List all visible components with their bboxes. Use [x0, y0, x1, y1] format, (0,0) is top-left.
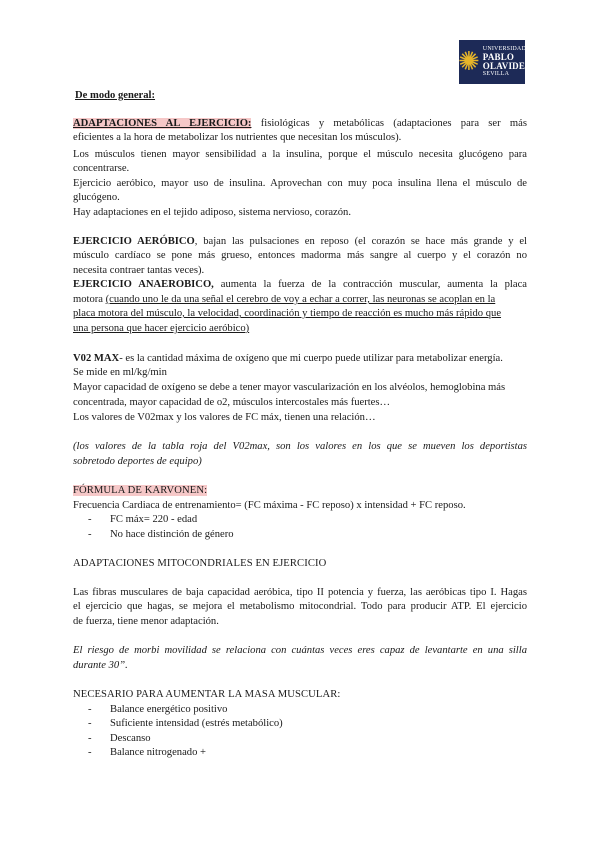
vo2-line-1 [73, 352, 503, 366]
logo-small-text: UNIVERSIDAD [482, 46, 526, 53]
adaptaciones-line-5: Ejercicio aeróbico, mayor uso de insulina. Aprovechan con muy poca insulina llena el músculo de [73, 178, 527, 189]
bullet-dash: - [88, 747, 92, 758]
mito-line-3: de fuerza, tiene menor adaptación. [73, 616, 219, 627]
adaptaciones-line-4: concentrarse. [73, 163, 130, 174]
mito-line-2: el ejercicio que hagas, se mejora el metabolismo mitocondrial. Todo para producir ATP. El ejercicio [73, 601, 527, 612]
logo-name1: PABLO [482, 51, 515, 62]
note1-line-1: (los valores de la tabla roja del V02max, son los valores en los que se mueven los deportistas [73, 441, 527, 452]
anaerobico-text-plain: motora [73, 294, 106, 305]
logo-sub-text: SEVILLA [482, 71, 510, 78]
aerobico-text: , bajan las pulsaciones en reposo (el corazón se hace más grande y el [194, 236, 527, 247]
anaerobico-line-4: una persona que hacer ejercicio aeróbico) [73, 323, 250, 334]
masa-bullet-text: Suficiente intensidad (estrés metabólico) [110, 718, 283, 729]
karvonen-bullet [88, 528, 234, 542]
vo2-term: V02 MAX [73, 353, 120, 364]
aerobico-line-3: necesita contraer tantas veces). [73, 265, 205, 276]
vo2-line-5: Los valores de V02max y los valores de FC máx, tienen una relación… [73, 412, 376, 423]
note2-line-1: El riesgo de morbi movilidad se relaciona con cuántas veces eres capaz de levantarte en una silla [73, 645, 527, 656]
masa-bullet-text: Balance nitrogenado + [110, 747, 206, 758]
bullet-dash: - [88, 514, 92, 525]
mito-title: ADAPTACIONES MITOCONDRIALES EN EJERCICIO [73, 558, 327, 569]
masa-bullet-text: Descanso [110, 733, 151, 744]
masa-bullet [88, 703, 227, 717]
bullet-dash: - [88, 529, 92, 540]
vo2-line-3: Mayor capacidad de oxígeno se debe a tener mayor vascularización en los alvéolos, hemoglobina más [73, 382, 506, 393]
logo-text [483, 46, 526, 77]
karvonen-bullet-text: No hace distinción de género [110, 529, 234, 540]
section-heading: De modo general: [75, 90, 156, 101]
aerobico-term: EJERCICIO AERÓBICO [73, 236, 195, 247]
logo-name2: OLAVIDE [482, 61, 526, 71]
karvonen-title: FÓRMULA DE KARVONEN: [73, 485, 208, 496]
aerobico-line-2: músculo cardíaco se pone más grueso, entonces madorma más sangre al cuerpo y el corazón no [73, 250, 527, 261]
adaptaciones-text: fisiológicas y metabólicas (adaptaciones para ser más [251, 118, 527, 129]
adaptaciones-line-3: Los músculos tienen mayor sensibilidad a la insulina, porque el músculo necesita glucógeno para [73, 149, 527, 160]
adaptaciones-line-1 [73, 117, 527, 131]
mito-line-1: Las fibras musculares de baja capacidad aeróbica, tipo II potencia y fuerza, las aeróbicas tipo I. Hagas [73, 587, 527, 598]
adaptaciones-title: ADAPTACIONES AL EJERCICIO: [73, 118, 252, 129]
logo-emblem-icon: ✺ [458, 47, 480, 76]
masa-bullet [88, 717, 283, 731]
karvonen-bullet [88, 513, 197, 527]
anaerobico-line-3: placa motora del músculo, la velocidad, coordinación y tiempo de reacción es mucho más rápido que [73, 308, 502, 319]
masa-bullet [88, 732, 151, 746]
anaerobico-line-1 [73, 278, 527, 292]
adaptaciones-line-7: Hay adaptaciones en el tejido adiposo, sistema nervioso, corazón. [73, 207, 351, 218]
aerobico-line-1 [73, 235, 527, 249]
karvonen-title-line [73, 484, 207, 498]
vo2-line-4: concentrada, mayor capacidad de o2, músculos intercostales más fuertes… [73, 397, 391, 408]
note1-line-2: sobretodo deportes de equipo) [73, 456, 202, 467]
anaerobico-line-2 [73, 293, 495, 307]
anaerobico-text: aumenta la fuerza de la contracción muscular, aumenta la placa [213, 279, 527, 290]
anaerobico-text-underlined: (cuando uno le da una señal el cerebro de voy a echar a correr, las neuronas se acoplan en la [105, 294, 496, 305]
note2-line-2: durante 30”. [73, 660, 128, 671]
adaptaciones-line-6: glucógeno. [73, 192, 120, 203]
adaptaciones-line-2: eficientes a la hora de metabolizar los nutrientes que necesitan los músculos). [73, 132, 402, 143]
bullet-dash: - [88, 718, 92, 729]
karvonen-formula: Frecuencia Cardiaca de entrenamiento= (FC máxima - FC reposo) x intensidad + FC reposo. [73, 500, 466, 511]
bullet-dash: - [88, 733, 92, 744]
masa-bullet [88, 746, 206, 760]
anaerobico-term: EJERCICIO ANAEROBICO, [73, 279, 214, 290]
masa-title: NECESARIO PARA AUMENTAR LA MASA MUSCULAR: [73, 689, 341, 700]
masa-bullet-text: Balance energético positivo [110, 704, 228, 715]
karvonen-bullet-text: FC máx= 220 - edad [110, 514, 198, 525]
vo2-text: - es la cantidad máxima de oxígeno que mi cuerpo puede utilizar para metabolizar energía. [119, 353, 503, 364]
university-logo [459, 40, 525, 84]
vo2-line-2: Se mide en ml/kg/min [73, 367, 167, 378]
bullet-dash: - [88, 704, 92, 715]
